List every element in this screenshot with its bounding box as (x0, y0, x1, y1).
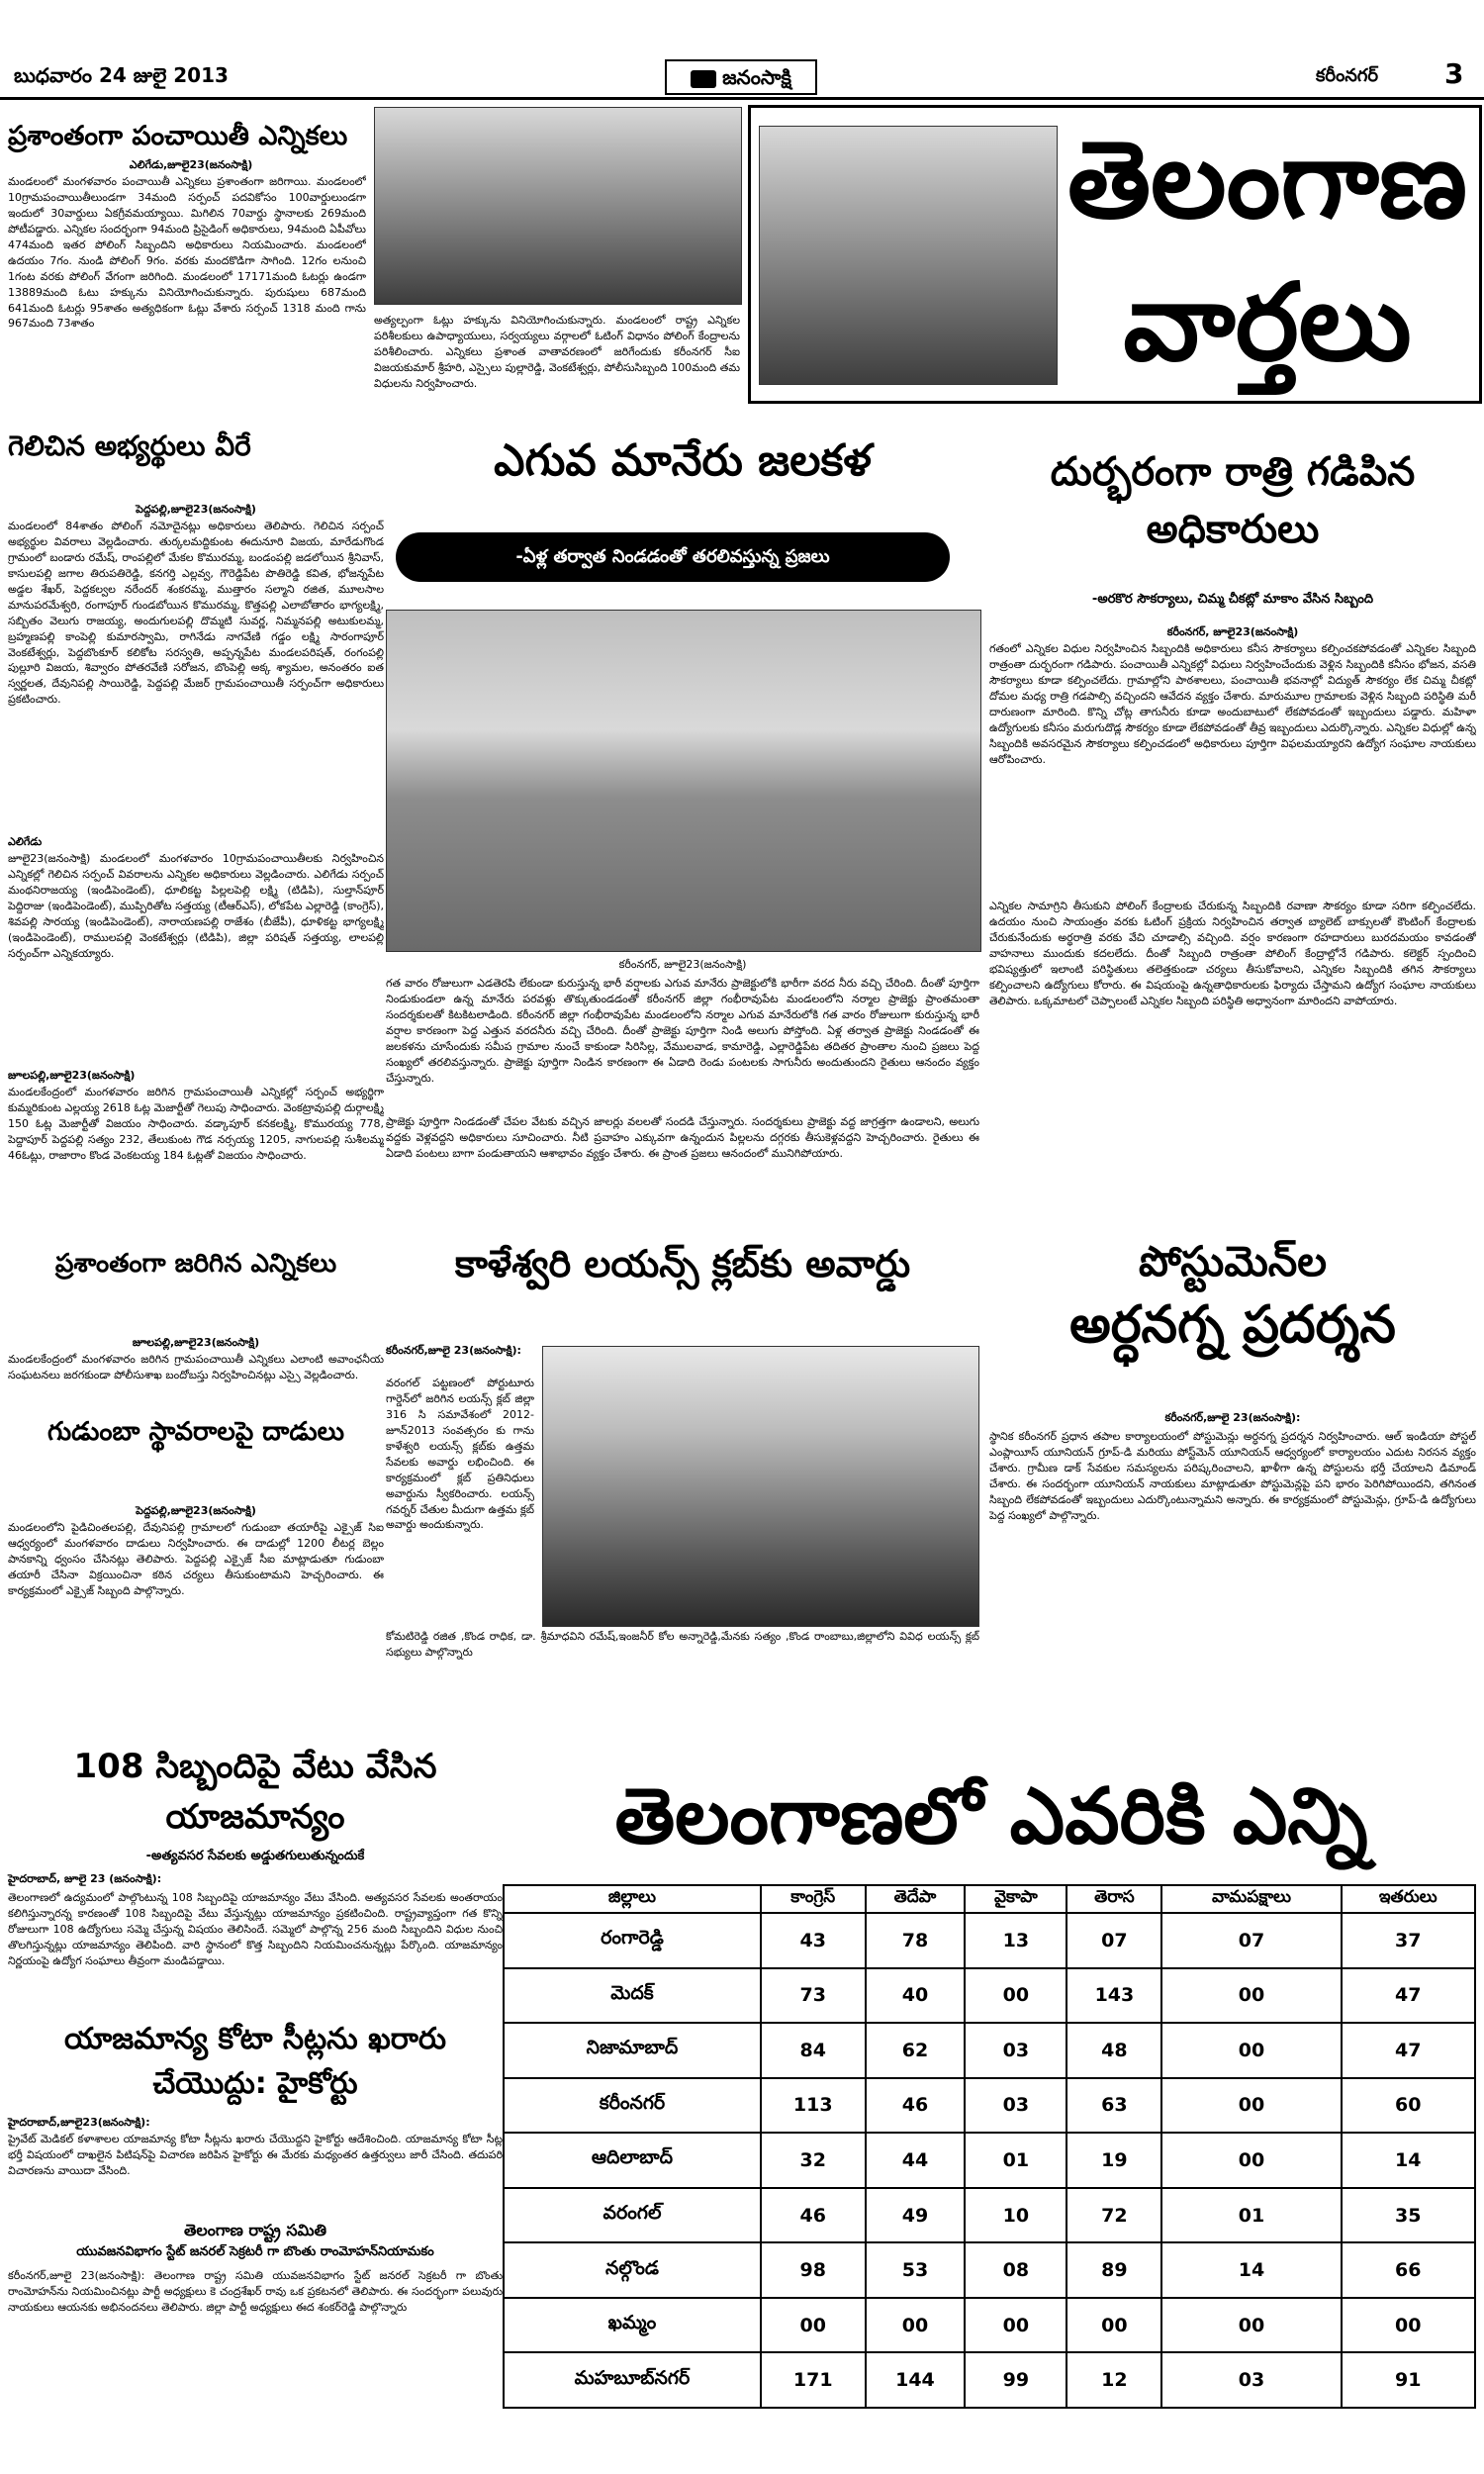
table-row (504, 2242, 1475, 2298)
district-cell: కరీంనగర్ (504, 2078, 761, 2134)
article-subtitle: -అత్యవసర సేవలకు అడ్డుతగులుతున్నందుకే (145, 1849, 365, 1863)
seat-count-cell: 47 (1342, 1968, 1475, 2024)
seat-count-cell: 03 (965, 2023, 1067, 2078)
article-dateline: పెద్దపల్లి,జూలై23(జనంసాక్షి) (136, 1504, 256, 1517)
table-row (504, 2133, 1475, 2188)
seat-count-cell: 00 (1161, 1968, 1341, 2024)
seat-count-cell: 00 (1161, 2133, 1341, 2188)
article-dateline: కరీంనగర్,జూలై 23(జనంసాక్షి): (1164, 1411, 1301, 1424)
seat-count-cell: 40 (866, 1968, 966, 2024)
table-row (504, 2352, 1475, 2408)
article-body-3: మండలకేంద్రంలో మంగళవారం జరిగిన గ్రామపంచాయితీ ఎన్నికల్లో సర్పంచ్ అభ్యర్థిగా కుమ్మరికుంట ఎల్లయ్య 2618 ఓట్ల మెజార్టీతో గెలుపు సాధించారు. వెంకట్రావుపల్లి దుర్గాలక్ష్మి 150 ఓట్ల మెజార్టీతో విజయం సాధించారు. వడ్కాపూర్ కనకలక్ష్మి, కొమురయ్య 778, పెద్దాపూర్ పెద్దపల్లి సత్యం 232, తేలుకుంట గౌడ నర్సయ్య 1205, నాగులపల్లి సుశీలమ్మ 46ఓట్లు, రాజారాం కొండ వెంకటయ్య 184 ఓట్లతో విజయం సాధించారు. (8, 1086, 384, 1162)
article-title: దుర్భరంగా రాత్రి గడిపిన అధికారులు (1050, 449, 1416, 552)
seat-count-cell: 03 (1161, 2352, 1341, 2408)
article-body-2: జూలై23(జనంసాక్షి) మండలంలో మంగళవారం 10గ్రామపంచాయితీలకు నిర్వహించిన ఎన్నికల్లో గెలిచిన సర్పంచ్ వివరాలను ఎన్నికల అధికారులు వెల్లడించారు. ఎలిగేడు సర్పంచ్ మంథనిరాజయ్య (ఇండిపెండెంట్), ధూలికట్ట పిల్లలపెల్లి లక్ష్మి (టిడిపి), సుల్తాన్‌పూర్ పెద్దిరాజు (ఇండిపెండెంట్), ముప్పిరితోట సత్తయ్య (టీఆర్ఎస్), లోకపేట ఎల్లారెడ్డి (కాంగ్రెస్), శివపల్లి సారయ్య (ఇండిపెండెంట్), నారాయణపల్లి రాజేశం (బీజేపీ), ధూళికట్ట భాగ్యలక్ష్మి (ఇండిపెండెంట్), రాములపల్లి వెంకటేశ్వర్లు (టిడిపి), జిల్లా పరిషత్ సత్తయ్య, లాలపల్లి సర్పంచ్‌గా ఎన్నికయ్యారు. (8, 852, 384, 960)
seat-count-cell: 44 (866, 2133, 966, 2188)
seat-count-cell: 46 (866, 2078, 966, 2134)
table-row (504, 2023, 1475, 2078)
article-body: ప్రైవేట్ మెడికల్ కళాశాలల యాజమాన్య కోటా సీట్లను ఖరారు చేయొద్దని హైకోర్టు ఆదేశించింది. యాజమాన్య కోటా సీట్ల భర్తీ విషయంలో దాఖలైన పిటిషన్‌పై విచారణ జరిపిన హైకోర్టు ఈ మేరకు మధ్యంతర ఉత్తర్వులు జారీ చేసింది. తదుపరి విచారణను వాయిదా వేసింది. (8, 2133, 503, 2177)
results-table-wrap (503, 1884, 1476, 2409)
article-maneru (386, 416, 979, 1227)
article-body: మండలంలోని పైడిచింతలపల్లి, దేవునిపల్లి గ్రామాలలో గుడుంబా తయారీపై ఎక్సైజ్ సిఐ ఆధ్వర్యంలో మంగళవారం దాడులు నిర్వహించారు. ఈ దాడుల్లో 1200 లీటర్ల బెల్లం పానకాన్ని ధ్వంసం చేసినట్లు తెలిపారు. పెద్దపల్లి ఎక్సైజ్ సీఐ మాట్లాడుతూ గుడుంబా తయారీ చేసినా విక్రయించినా కఠిన చర్యలు తీసుకుంటామని హెచ్చరించారు. ఈ కార్యక్రమంలో ఎక్సైజ్ సిబ్బంది పాల్గొన్నారు. (8, 1521, 384, 1597)
article-dateline-3: జూలపల్లి,జూలై23(జనంసాక్షి) (8, 1069, 136, 1082)
article-gudumba (8, 1413, 384, 1641)
seat-count-cell: 19 (1067, 2133, 1161, 2188)
seat-count-cell: 62 (866, 2023, 966, 2078)
fort-photo (759, 126, 1058, 385)
seat-count-cell: 99 (965, 2352, 1067, 2408)
column-header: వైకాపా (965, 1885, 1067, 1913)
masthead-logo (665, 59, 817, 95)
seat-count-cell: 00 (1067, 2298, 1161, 2353)
award-photo (542, 1346, 979, 1627)
seat-count-cell: 01 (1161, 2188, 1341, 2243)
article-body: మండలంలో మంగళవారం పంచాయితీ ఎన్నికలు ప్రశాంతంగా జరిగాయి. మండలంలో 10గ్రామపంచాయితీలుండగా 34మంది సర్పంచ్ పదవికోసం 100వార్డులుండగా ఇందులో 30వార్డులు ఏకగ్రీవమయ్యాయి. మిగిలిన 70వార్డు స్థానాలకు 269మంది పోటీపడ్డారు. ఎన్నికల సందర్భంగా 94మంది ప్రిసైడింగ్ అధికారులు, 94మంది ఏపీవోలు 474మంది ఇతర పోలింగ్ సిబ్బందిని అధికారులు నియమించారు. మండలంలో ఉదయం 7గం. నుండి పోలింగ్ 9గం. వరకు మందకొడిగా సాగింది. 12గం లనుంచి 1గంట వరకు పోలింగ్ వేగంగా జరిగింది. మండలంలో 17171మంది ఓటర్లు ఉండగా 13889మంది ఓటు హక్కును వినియోగించుకున్నారు. పురుషులు 687మంది 641మంది ఓటర్లు 95శాతం అత్యధికంగా ఓట్లు వేశారు సర్పంచ్ 1318 మంది గాను 967మంది 73శాతం (8, 175, 366, 331)
polling-photo (374, 107, 742, 305)
article-title: ప్రశాంతంగా పంచాయితీ ఎన్నికలు (8, 121, 348, 151)
column-header: ఇతరులు (1342, 1885, 1475, 1913)
seat-count-cell: 78 (866, 1913, 966, 1968)
article-dateline: కరీంనగర్, జూలై23(జనంసాక్షి) (1166, 625, 1299, 638)
article-dateline: జూలపల్లి,జూలై23(జనంసాక్షి) (132, 1336, 260, 1349)
article-title: ప్రశాంతంగా జరిగిన ఎన్నికలు (54, 1249, 337, 1279)
photo-dateline: కరీంనగర్, జూలై23(జనంసాక్షి) (618, 958, 747, 971)
article-lions-club (386, 1237, 979, 1672)
seat-count-cell: 00 (1161, 2078, 1341, 2134)
article-dateline: పెద్దపల్లి,జూలై23(జనంసాక్షి) (136, 503, 256, 516)
article-dateline: కరీంనగర్,జూలై 23(జనంసాక్షి): (386, 1344, 521, 1357)
banner-title-line1: తెలంగాణ (1067, 119, 1468, 242)
seat-count-cell: 91 (1342, 2352, 1475, 2408)
district-cell: ఖమ్మం (504, 2298, 761, 2353)
article-body-continued: కోమటిరెడ్డి రజిత ,కొండ రాధిక, డా. శ్రీమాధవిని రమేష్,ఇంజనీర్ కోల అన్నారెడ్డి,మేనకు సత్యం ,కొండ రాంబాబు,జిల్లాలోని వివిధ లయన్స్ క్లబ్ సభ్యులు పాల్గొన్నారు (386, 1630, 979, 1659)
seat-count-cell: 49 (866, 2188, 966, 2243)
article-body: గతంలో ఎన్నికల విధుల నిర్వహించిన సిబ్బందికి అధికారులు కనీస సౌకర్యాలు కల్పించకపోవడంతో ఎన్నికల సిబ్బంది రాత్రంతా దుర్భరంగా గడిపారు. పంచాయితీ ఎన్నికల్లో విధులు నిర్వహించేందుకు వెళ్లిన సిబ్బందికి కనీసం భోజన, వసతి సౌకర్యాలు కూడా కల్పించలేదు. గ్రామాల్లోని పాఠశాలలు, పంచాయితీ భవనాల్లో విద్యుత్ సౌకర్యం లేక చిమ్మ చీకట్లో దోమల మధ్య రాత్రి గడపాల్సి వచ్చిందని ఆవేదన వ్యక్తం చేశారు. మారుమూల గ్రామాలకు వెళ్లిన సిబ్బంది పరిస్థితి మరీ దారుణంగా మారింది. కొన్ని చోట్ల తాగునీరు కూడా అందుబాటులో లేకపోవడంతో ఇబ్బందులు పడ్డారు. మహిళా ఉద్యోగులకు కనీసం మరుగుదొడ్ల సౌకర్యం కూడా లేకపోవడంతో తీవ్ర ఇబ్బందులు ఎదుర్కొన్నారు. ఎన్నికల విధుల్లో ఉన్న సిబ్బందికి అవసరమైన సౌకర్యాలు కల్పించడంలో అధికారులు పూర్తిగా విఫలమయ్యారని ఉద్యోగ సంఘాల నాయకులు ఆరోపించారు. (989, 642, 1476, 766)
seat-count-cell: 43 (761, 1913, 866, 1968)
seat-count-cell: 08 (965, 2242, 1067, 2298)
seat-count-cell: 00 (866, 2298, 966, 2353)
article-dateline-2: ఎలిగేడు (8, 835, 43, 848)
page-header (0, 0, 1484, 99)
column-header: కాంగ్రెస్ (761, 1885, 866, 1913)
article-officers-night (989, 416, 1476, 1227)
article-body: కరీంనగర్,జూలై 23(జనంసాక్షి): తెలంగాణ రాష్ట్ర సమితి యువజనవిభాగం స్టేట్ జనరల్ సెక్రటరీ గా బొంతు రాంమోహన్‌ను నియమించినట్లు పార్టీ అధ్యక్షులు కె చంద్రశేఖర్ రావు ఒక ప్రకటనలో తెలిపారు. ఈ సందర్భంగా పలువురు నాయకులు ఆయనకు అభినందనలు తెలిపారు. జిల్లా పార్టీ అధ్యక్షులు ఈద శంకర్‌రెడ్డి పాల్గొన్నారు (8, 2269, 503, 2314)
seat-count-cell: 14 (1161, 2242, 1341, 2298)
seat-count-cell: 00 (1161, 2023, 1341, 2078)
dam-overflow-photo (386, 610, 981, 952)
article-title: 108 సిబ్బందిపై వేటు వేసిన యాజమాన్యం (73, 1747, 437, 1837)
seat-count-cell: 143 (1067, 1968, 1161, 2024)
article-body: మండలంలో 84శాతం పోలింగ్ నమోదైనట్లు అధికారులు తెలిపారు. గెలిచిన సర్పంచ్ అభ్యర్థుల వివరాలు వెల్లడించారు. తుర్కలమద్దికుంట ఈదునూరి విజయ, మారేడుగొండ గ్రామంలో బండారు రమేష్, రాంపల్లిలో మేకల కొమురమ్మ, బండంపల్లి జడలోయిన శ్రీనివాస్, కాసులపల్లి జగాల తిరుపతిరెడ్డి, కనగర్తి ఎల్లవ్వ, గౌరెడ్డిపేట పొతిరెడ్డి కవిత, భోజన్నపేట అడ్డల శేఖర్, పెద్దకల్వల నరేందర్ శంకరమ్మ, ముత్తారం సల్మాని రజిత, మూలసాల మానుపరమేశ్వరి, రంగాపూర్ గుండబోయిన కొమురమ్మ, కొత్తపల్లి ఎలాబోతారం భాగ్యలక్ష్మి, సబ్బితం వెలుగు రాజయ్య, అందుగులపల్లి దొమ్మటి సువర్ణ, నిమ్మనపల్లి అటుకులమ్మ, బ్రహ్మణపల్లి కాంపెల్లి కుమారస్వామి, రాగినేడు నాగవేణి గడ్డం లక్ష్మి సారంగాపూర్ వెంకటేశ్వర్లు, పెద్దబొంకూర్ కలికోట సరస్వతి, అప్పన్నపేట మండలపరిషత్, రంగంపల్లి పుల్లూరి విజయ, శివ్వారం పోతరవేణి సరోజన, బొంపెల్లి అక్క శ్యామల, అనంతరం ఐత స్వర్ణలత, దేవునిపల్లి సాయిరెడ్డి, పెద్దపల్లి మేజర్ గ్రామపంచాయితీ సర్పంచ్‌గా అధికారులు ప్రకటించారు. (8, 520, 384, 707)
article-subtitle: -ఏళ్ల తర్వాత నిండడంతో తరలివస్తున్న ప్రజలు (396, 532, 950, 582)
article-body: గత వారం రోజులుగా ఎడతెరపి లేకుండా కురుస్తున్న భారీ వర్షాలకు ఎగువ మానేరు ప్రాజెక్టులోకి భారీగా వరద నీరు వచ్చి చేరింది. దీంతో పూర్తిగా నిండుకుండలా ఉన్న మానేరు పరవళ్లు తొక్కుతుండడంతో కరీంనగర్ జిల్లా గంభీరావుపేట మండలంలోని నర్మాల ప్రాజెక్టు ప్రాంతమంతా సందర్శకులతో కిటకిటలాడింది. కరీంనగర్ జిల్లా గంభీరావుపేట మండలంలోని నర్మాల ఎగువ మానేరులోకి గత వారం రోజులుగా కురుస్తున్న భారీ వర్షాల కారణంగా పెద్ద ఎత్తున వరదనీరు వచ్చి చేరింది. దీంతో ప్రాజెక్టు పూర్తిగా నిండి అలుగు పోస్తోంది. ఏళ్ల తర్వాత ప్రాజెక్టు నిండడంతో ఈ జలకళను చూసేందుకు సమీప గ్రామాల నుంచే కాకుండా సిరిసిల్ల, వేములవాడ, కామారెడ్డి, ఎల్లారెడ్డిపేట తదితర ప్రాంతాల నుంచి ప్రజలు పెద్ద సంఖ్యలో తరలివస్తున్నారు. ప్రాజెక్టు పూర్తిగా నిండిన కారణంగా ఈ ఏడాది రెండు పంటలకు సాగునీరు అందుతుందని రైతులు ఆనందం వ్యక్తం చేస్తున్నారు. (386, 977, 979, 1085)
issue-date: బుధవారం 24 జులై 2013 (14, 63, 229, 87)
seat-count-cell: 113 (761, 2078, 866, 2134)
article-title: గెలిచిన అభ్యర్థులు వీరే (8, 429, 251, 462)
seat-count-cell: 00 (965, 2298, 1067, 2353)
seat-count-cell: 12 (1067, 2352, 1161, 2408)
table-row (504, 1968, 1475, 2024)
article-title-line1: పోస్టుమెన్‌ల (1138, 1237, 1328, 1285)
seat-count-cell: 72 (1067, 2188, 1161, 2243)
table-header-row (504, 1885, 1475, 1913)
article-postmen (989, 1237, 1476, 1672)
district-cell: మహబూబ్‌నగర్ (504, 2352, 761, 2408)
article-body: మండలకేంద్రంలో మంగళవారం జరిగిన గ్రామపంచాయితీ ఎన్నికలు ఎలాంటి అవాంఛనీయ సంఘటనలు జరగకుండా పోలీసుశాఖ బందోబస్తు నిర్వహించినట్లు ఎస్సై వెల్లడించారు. (8, 1353, 384, 1381)
article-title: గుడుంబా స్థావరాలపై దాడులు (46, 1417, 345, 1447)
table-row (504, 1913, 1475, 1968)
seat-count-cell: 47 (1342, 2023, 1475, 2078)
seat-count-cell: 84 (761, 2023, 866, 2078)
results-title: తెలంగాణలో ఎవరికి ఎన్ని (614, 1772, 1368, 1861)
district-cell: మెదక్ (504, 1968, 761, 2024)
article-body-continued: ఎన్నికల సామాగ్రిని తీసుకుని పోలింగ్ కేంద్రాలకు చేరుకున్న సిబ్బందికి రవాణా సౌకర్యం కూడా సరిగా కల్పించలేదు. ఉదయం నుంచి సాయంత్రం వరకు ఓటింగ్ ప్రక్రియ నిర్వహించిన తర్వాత బ్యాలెట్ బాక్సులతో కౌంటింగ్ కేంద్రాలకు చేరుకునేందుకు అర్థరాత్రి వరకు వేచి చూడాల్సి వచ్చింది. వర్షం కారణంగా రహదారులు బురదమయం కావడంతో వాహనాలు ముందుకు కదలలేదు. దీంతో సిబ్బంది రాత్రంతా పోలింగ్ కేంద్రాల్లోనే గడిపారు. కలెక్టర్ స్పందించి భవిష్యత్తులో ఇలాంటి పరిస్థితులు తలెత్తకుండా చర్యలు తీసుకోవాలని, ఎన్నికల సిబ్బందికి తగిన సౌకర్యాలు కల్పించాలని ఉద్యోగులు కోరారు. ఈ విషయంపై ఉన్నతాధికారులకు ఫిర్యాదు చేస్తామని ఉద్యోగ సంఘాల నాయకులు తెలిపారు. ఒక్కమాటలో చెప్పాలంటే ఎన్నికల సిబ్బంది పరిస్థితి అధ్వానంగా మారిందని వాపోయారు. (989, 900, 1476, 1007)
page-number: 3 (1444, 57, 1464, 90)
table-row (504, 2078, 1475, 2134)
seat-count-cell: 66 (1342, 2242, 1475, 2298)
seat-count-cell: 46 (761, 2188, 866, 2243)
seat-count-cell: 00 (1342, 2298, 1475, 2353)
seat-count-cell: 63 (1067, 2078, 1161, 2134)
article-108-staff (8, 1742, 503, 2009)
article-calm-elections (8, 1245, 384, 1403)
column-header: జిల్లాలు (504, 1885, 761, 1913)
seat-count-cell: 89 (1067, 2242, 1161, 2298)
column-header: వామపక్షాలు (1161, 1885, 1341, 1913)
section-heading: తెలంగాణ రాష్ట్ర సమితి (183, 2221, 327, 2239)
seat-count-cell: 10 (965, 2188, 1067, 2243)
article-title: యాజమాన్య కోటా సీట్లను ఖరారు చేయొద్దు: హైకోర్టు (64, 2022, 446, 2101)
article-body: వరంగల్ పట్టణంలో పోర్టుటూరు గార్డెన్‌లో జరిగిన లయన్స్ క్లబ్ జిల్లా 316 సి సమావేశంలో 2012-జూన్2013 సంవత్సరం కు గాను కాళేశ్వరి లయన్స్ క్లబ్‌కు ఉత్తమ సేవలకు అవార్డు లభించింది. ఈ కార్యక్రమంలో క్లబ్ ప్రతినిధులు అవార్డును స్వీకరించారు. లయన్స్ గవర్నర్ చేతుల మీదుగా ఉత్తమ క్లబ్ అవార్డు అందుకున్నారు. (386, 1377, 534, 1532)
district-cell: నిజామాబాద్ (504, 2023, 761, 2078)
district-cell: రంగారెడ్డి (504, 1913, 761, 1968)
seat-count-cell: 48 (1067, 2023, 1161, 2078)
article-quota (8, 2017, 503, 2254)
article-body: తెలంగాణలో ఉద్యమంలో పాల్గొంటున్న 108 సిబ్బందిపై యాజమాన్యం వేటు వేసింది. అత్యవసర సేవలకు అంతరాయం కలిగిస్తున్నారన్న కారణంతో 108 సిబ్బందిపై వేటు వేస్తున్నట్లు యాజమాన్యం ప్రకటించింది. రాష్ట్రవ్యాప్తంగా గత కొన్ని రోజులుగా 108 ఉద్యోగులు సమ్మె చేస్తున్న విషయం తెలిసిందే. సమ్మెలో పాల్గొన్న 256 మంది సిబ్బందిని విధుల నుంచి తొలగిస్తున్నట్లు యాజమాన్యం తెలిపింది. వారి స్థానంలో కొత్త సిబ్బందిని నియమించనున్నట్లు పేర్కొంది. యాజమాన్యం నిర్ణయంపై ఉద్యోగ సంఘాలు తీవ్రంగా మండిపడ్డాయి. (8, 1891, 503, 1967)
seat-count-cell: 32 (761, 2133, 866, 2188)
article-body-continued: ప్రాజెక్టు పూర్తిగా నిండడంతో చేపల వేటకు వచ్చిన జాలర్లు వలలతో సందడి చేస్తున్నారు. సందర్శకులు ప్రాజెక్టు వద్ద జాగ్రత్తగా ఉండాలని, అలుగు వద్దకు వెళ్లవద్దని అధికారులు సూచించారు. నీటి ప్రవాహం ఎక్కువగా ఉన్నందున పిల్లలను దగ్గరకు తీసుకెళ్లవద్దని హెచ్చరించారు. రైతులు ఈ ఏడాది పంటలు బాగా పండుతాయని ఆశాభావం వ్యక్తం చేశారు. ఈ ప్రాంత ప్రజలు ఆనందంలో మునిగిపోయారు. (386, 1115, 979, 1160)
logo-mark-icon (691, 70, 716, 88)
seat-count-cell: 07 (1067, 1913, 1161, 1968)
district-cell: నల్గొండ (504, 2242, 761, 2298)
seat-count-cell: 07 (1161, 1913, 1341, 1968)
column-header: తెరాస (1067, 1885, 1161, 1913)
header-rule (0, 97, 1484, 100)
article-title-line2: అర్ధనగ్న ప్రదర్శన (1069, 1295, 1396, 1355)
article-panchayat (8, 107, 740, 404)
column-header: తెదేపా (866, 1885, 966, 1913)
article-trs-youth (8, 2244, 503, 2393)
article-title: కాళేశ్వరి లయన్స్ క్లబ్‌కు అవార్డు (454, 1242, 911, 1285)
edition-city: కరీంనగర్ (1316, 65, 1378, 86)
seat-count-cell: 01 (965, 2133, 1067, 2188)
seat-count-cell: 00 (761, 2298, 866, 2353)
seat-count-cell: 37 (1342, 1913, 1475, 1968)
article-dateline: హైదరాబాద్,జూలై23(జనంసాక్షి): (8, 2116, 150, 2129)
article-body: స్థానిక కరీంనగర్ ప్రధాన తపాల కార్యాలయంలో పోస్టుమెన్లు అర్ధనగ్న ప్రదర్శన నిర్వహించారు. ఆల్ ఇండియా పోస్టల్ ఎంప్లాయీస్ యూనియన్ గ్రూప్-డి మరియు పోస్ట్‌మెన్ యూనియన్ ఆధ్వర్యంలో కార్యాలయం ఎదుట నిరసన వ్యక్తం చేశారు. గ్రామీణ డాక్ సేవకుల సమస్యలను పరిష్కరించాలని, ఖాళీగా ఉన్న పోస్టులను భర్తీ చేయాలని డిమాండ్ చేశారు. ఈ సందర్భంగా యూనియన్ నాయకులు మాట్లాడుతూ పోస్టుమెన్లపై పని భారం పెరిగిపోయిందని, తగినంత సిబ్బంది లేకపోవడంతో ఇబ్బందులు ఎదుర్కొంటున్నామని అన్నారు. ఈ కార్యక్రమంలో పోస్టుమెన్లు, గ్రూప్-డి ఉద్యోగులు పెద్ద సంఖ్యలో పాల్గొన్నారు. (989, 1430, 1476, 1522)
article-subtitle: -అరకొర సౌకర్యాలు, చిమ్మ చీకట్లో మాకాం వేసిన సిబ్బంది (1091, 592, 1374, 607)
seat-count-cell: 35 (1342, 2188, 1475, 2243)
seat-count-cell: 13 (965, 1913, 1067, 1968)
seat-count-cell: 14 (1342, 2133, 1475, 2188)
table-row (504, 2298, 1475, 2353)
seat-count-cell: 60 (1342, 2078, 1475, 2134)
seat-count-cell: 98 (761, 2242, 866, 2298)
article-subtitle: యువజనవిభాగం స్టేట్ జనరల్ సెక్రటరీ గా బొంతు రాంమోహన్‌నియామకం (76, 2244, 434, 2259)
article-winners (8, 416, 384, 1237)
article-body-continued: అత్యల్పంగా ఓట్లు హక్కును వినియోగించుకున్నారు. మండలంలో రాష్ట్ర ఎన్నికల పరిశీలకులు ఉపాధ్యాయులు, సర్వయ్యలు వర్గాలలో ఓటింగ్ విధానం పోలింగ్ కేంద్రాలను పరిశీలించారు. ఎన్నికలు ప్రశాంత వాతావరణంలో జరిగేందుకు కరీంనగర్ సీఐ విజయకుమార్ శ్రీహరి, ఎస్సైలు పుల్లారెడ్డి, వెంకటేశ్వర్లు, పోలీసుసిబ్బంది 100మంది తమ విధులను నిర్వహించారు. (374, 314, 740, 390)
seat-count-cell: 00 (1161, 2298, 1341, 2353)
seat-count-cell: 144 (866, 2352, 966, 2408)
article-dateline: హైదరాబాద్, జూలై 23 (జనంసాక్షి): (8, 1872, 162, 1885)
seat-count-cell: 03 (965, 2078, 1067, 2134)
article-title: ఎగువ మానేరు జలకళ (494, 435, 872, 486)
article-dateline: ఎలిగేడు,జూలై23(జనంసాక్షి) (129, 158, 253, 171)
results-table (503, 1884, 1476, 2409)
table-row (504, 2188, 1475, 2243)
seat-count-cell: 00 (965, 1968, 1067, 2024)
seat-count-cell: 73 (761, 1968, 866, 2024)
district-cell: వరంగల్ (504, 2188, 761, 2243)
district-cell: ఆదిలాబాద్ (504, 2133, 761, 2188)
telangana-news-banner (748, 105, 1482, 404)
paper-name: జనంసాక్షి (722, 65, 791, 89)
seat-count-cell: 171 (761, 2352, 866, 2408)
seat-count-cell: 53 (866, 2242, 966, 2298)
banner-title-line2: వార్తలు (1123, 261, 1412, 385)
